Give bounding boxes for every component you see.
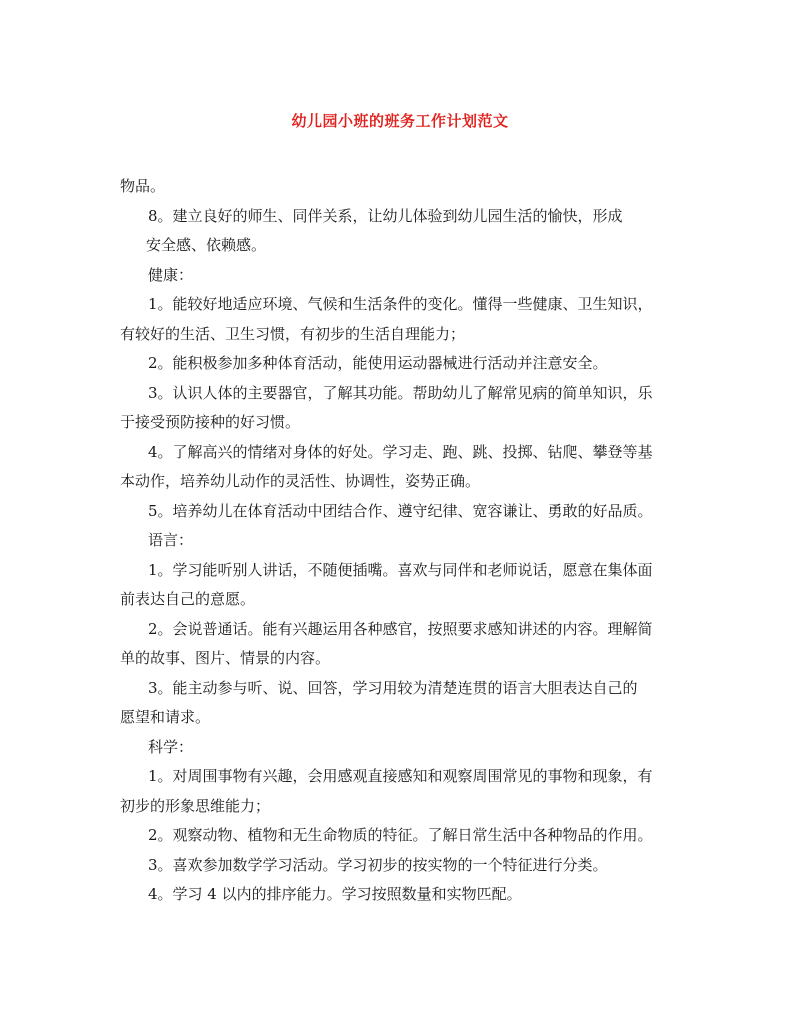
text-line: 愿望和请求。	[120, 708, 211, 726]
text-line: 8。建立良好的师生、同伴关系，让幼儿体验到幼儿园生活的愉快，形成	[148, 206, 623, 225]
text-line: 初步的形象思维能力；	[120, 796, 271, 815]
text-line: 物品。	[120, 177, 166, 195]
text-line: 前表达自己的意愿。	[120, 590, 256, 608]
text-line: 3。认识人体的主要器官，了解其功能。帮助幼儿了解常见病的简单知识，乐	[148, 383, 653, 402]
section-heading-science: 科学：	[148, 737, 194, 756]
text-line: 4。学习 4 以内的排序能力。学习按照数量和实物匹配。	[148, 885, 522, 903]
text-line: 3。喜欢参加数学学习活动。学习初步的按实物的一个特征进行分类。	[148, 855, 608, 874]
text-line: 2。会说普通话。能有兴趣运用各种感官，按照要求感知讲述的内容。理解简	[148, 619, 653, 638]
document-body	[120, 172, 680, 910]
text-line: 4。了解高兴的情绪对身体的好处。学习走、跑、跳、投掷、钻爬、攀登等基	[148, 442, 653, 461]
text-line: 安全感、依赖感。	[146, 236, 267, 254]
document-title: 幼儿园小班的班务工作计划范文	[291, 112, 509, 130]
text-line: 2。能积极参加多种体育活动，能使用运动器械进行活动并注意安全。	[148, 354, 608, 372]
section-heading-health: 健康：	[148, 265, 194, 284]
text-line: 3。能主动参与听、说、回答，学习用较为清楚连贯的语言大胆表达自己的	[148, 678, 638, 697]
text-line: 有较好的生活、卫生习惯，有初步的生活自理能力；	[120, 324, 466, 343]
text-line: 本动作，培养幼儿动作的灵活性、协调性，姿势正确。	[120, 472, 481, 490]
text-line: 2。观察动物、植物和无生命物质的特征。了解日常生活中各种物品的作用。	[148, 826, 653, 844]
text-line: 1。能较好地适应环境、气候和生活条件的变化。懂得一些健康、卫生知识，	[148, 295, 653, 313]
text-line: 1。对周围事物有兴趣，会用感观直接感知和观察周围常见的事物和现象，有	[148, 767, 653, 785]
section-heading-language: 语言：	[148, 531, 194, 549]
text-line: 单的故事、图片、情景的内容。	[120, 649, 331, 667]
text-line: 5。培养幼儿在体育活动中团结合作、遵守纪律、宽容谦让、勇敢的好品质。	[148, 501, 653, 520]
text-line: 于接受预防接种的好习惯。	[120, 413, 301, 431]
text-line: 1。学习能听别人讲话，不随便插嘴。喜欢与同伴和老师说话，愿意在集体面	[148, 560, 653, 579]
